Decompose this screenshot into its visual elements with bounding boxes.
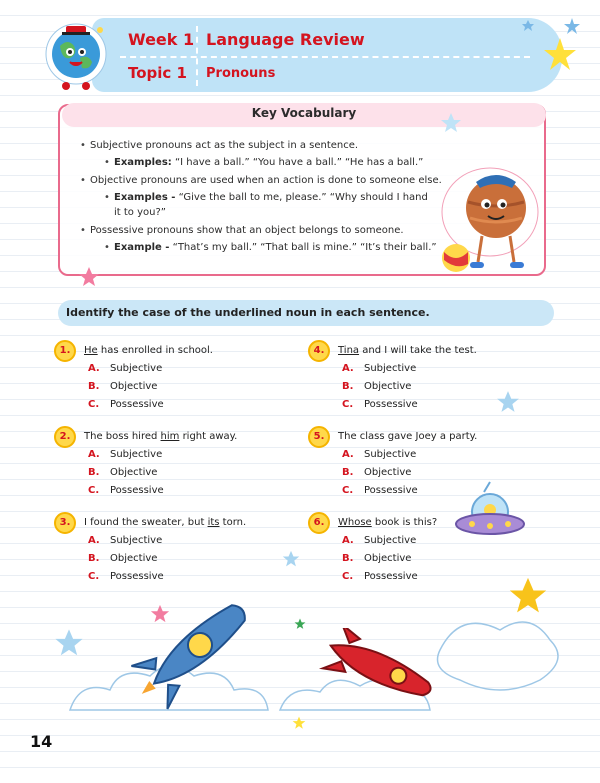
question-text: Tina and I will take the test.	[338, 345, 477, 356]
section-title: Language Review	[206, 30, 365, 49]
option-subjective[interactable]: Subjective	[364, 449, 417, 460]
rocket-icon	[120, 580, 280, 710]
option-objective[interactable]: Objective	[110, 553, 158, 564]
option-letter: A.	[88, 363, 100, 374]
star-icon	[54, 628, 84, 658]
globe-mascot-icon	[36, 12, 116, 96]
option-subjective[interactable]: Subjective	[364, 363, 417, 374]
vocab-line: • Examples - “Give the ball to me, please.” “Why should I hand	[104, 192, 428, 203]
instruction-text: Identify the case of the underlined noun in each sentence.	[66, 306, 430, 319]
option-subjective[interactable]: Subjective	[110, 363, 163, 374]
option-letter: C.	[342, 485, 354, 496]
option-subjective[interactable]: Subjective	[110, 535, 163, 546]
option-objective[interactable]: Objective	[110, 381, 158, 392]
option-letter: A.	[88, 535, 100, 546]
option-possessive[interactable]: Possessive	[110, 485, 164, 496]
option-letter: B.	[342, 467, 354, 478]
question-text: I found the sweater, but its torn.	[84, 517, 247, 528]
option-letter: B.	[88, 381, 100, 392]
option-letter: A.	[88, 449, 100, 460]
question-number-badge: 1.	[54, 340, 76, 362]
option-letter: C.	[88, 485, 100, 496]
option-subjective[interactable]: Subjective	[110, 449, 163, 460]
option-objective[interactable]: Objective	[110, 467, 158, 478]
vocab-line: • Possessive pronouns show that an object belongs to someone.	[80, 225, 404, 236]
question-number-badge: 5.	[308, 426, 330, 448]
option-letter: B.	[88, 467, 100, 478]
week-label: Week 1	[128, 30, 195, 49]
page-number: 14	[30, 732, 53, 751]
option-letter: B.	[88, 553, 100, 564]
option-possessive[interactable]: Possessive	[364, 399, 418, 410]
vocab-line: • Subjective pronouns act as the subject in a sentence.	[80, 140, 359, 151]
star-icon	[78, 266, 100, 288]
option-objective[interactable]: Objective	[364, 553, 412, 564]
banner-divider	[196, 26, 198, 86]
option-possessive[interactable]: Possessive	[110, 399, 164, 410]
topic-name: Pronouns	[206, 66, 276, 81]
option-letter: B.	[342, 553, 354, 564]
banner-divider	[120, 56, 530, 58]
question-number-badge: 2.	[54, 426, 76, 448]
option-objective[interactable]: Objective	[364, 381, 412, 392]
question-text: He has enrolled in school.	[84, 345, 213, 356]
option-letter: C.	[342, 571, 354, 582]
question-number-badge: 6.	[308, 512, 330, 534]
star-icon	[292, 716, 306, 730]
vocab-line: • Example - “That’s my ball.” “That ball is mine.” “It’s their ball.”	[104, 242, 437, 253]
question-number-badge: 4.	[308, 340, 330, 362]
question-text: The boss hired him right away.	[84, 431, 238, 442]
star-icon	[496, 390, 520, 414]
option-letter: A.	[342, 449, 354, 460]
vocab-line: • Objective pronouns are used when an action is done to someone else.	[80, 175, 442, 186]
vocab-line: • Examples: “I have a ball.” “You have a ball.” “He has a ball.”	[104, 157, 424, 168]
star-icon	[294, 618, 306, 630]
option-objective[interactable]: Objective	[364, 467, 412, 478]
option-letter: B.	[342, 381, 354, 392]
option-subjective[interactable]: Subjective	[364, 535, 417, 546]
star-icon	[150, 604, 170, 624]
star-icon	[440, 112, 462, 134]
option-possessive[interactable]: Possessive	[110, 571, 164, 582]
option-letter: A.	[342, 535, 354, 546]
vocab-title: Key Vocabulary	[251, 106, 357, 120]
star-icon	[282, 550, 300, 568]
planet-mascot-icon	[440, 162, 546, 282]
option-possessive[interactable]: Possessive	[364, 571, 418, 582]
rocket-icon	[316, 628, 446, 708]
ufo-icon	[450, 476, 530, 556]
option-letter: C.	[88, 571, 100, 582]
star-icon	[520, 8, 590, 78]
vocab-line: it to you?”	[114, 207, 166, 218]
question-text: Whose book is this?	[338, 517, 438, 528]
topic-label: Topic 1	[128, 64, 187, 82]
option-letter: A.	[342, 363, 354, 374]
option-possessive[interactable]: Possessive	[364, 485, 418, 496]
option-letter: C.	[342, 399, 354, 410]
question-text: The class gave Joey a party.	[338, 431, 478, 442]
option-letter: C.	[88, 399, 100, 410]
question-number-badge: 3.	[54, 512, 76, 534]
